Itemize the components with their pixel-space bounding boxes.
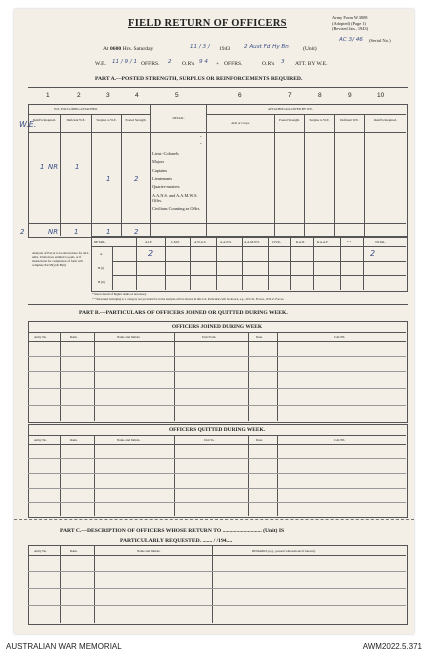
offrs-value: 2 xyxy=(168,59,172,65)
col-head-reinf: Reinf'ts Required. xyxy=(32,118,57,122)
offrs2-label: OFFRS. xyxy=(224,61,243,67)
form-title: FIELD RETURN OF OFFICERS xyxy=(128,18,287,29)
col-num-7: 7 xyxy=(288,92,292,99)
col-num-4: 4 xyxy=(135,92,139,99)
part-c-title: PART C.—DESCRIPTION OF OFFICERS WHOSE RETURN TO ............................ (Unit) IS xyxy=(60,528,285,534)
year: 1943 xyxy=(219,46,231,52)
form-reference: Army Form W.3008 (Adopted) (Page 1) (Revised Jan., 1943) xyxy=(332,15,369,31)
col-head-surplus2: Surplus to W.E. xyxy=(309,118,330,122)
joined-title: OFFICERS JOINED DURING WEEK xyxy=(171,324,263,330)
ors2-value: 3 xyxy=(281,59,285,65)
divider xyxy=(28,87,408,88)
col-head-posted: Posted Strength. xyxy=(125,118,147,122)
col-head-surplus: Surplus to W.E. xyxy=(96,118,117,122)
rank-list: Lieut.-Colonels Majors Captains Lieutenants Quarter-masters A.A.N.S. and A.A.M.W.S. Offrs. Civilians Counting as Offrs. xyxy=(152,151,201,212)
part-c-table xyxy=(28,545,408,625)
archive-name: AUSTRALIAN WAR MEMORIAL xyxy=(6,642,122,651)
ors-value: 9 4 xyxy=(199,59,208,65)
serial-value: AC 3/ 46 xyxy=(339,37,363,43)
serial-label: (Serial No.) xyxy=(369,38,391,43)
hw-aif: 2 xyxy=(148,249,154,258)
footnote-2: * * Personnel belonging to a category not provided for in the analysis will be shown in this Col. Particulars will be shown, e.g., 20 U.K. Forces, 10 N.Z. Forces. xyxy=(92,297,285,301)
archive-caption xyxy=(0,640,428,653)
col-num-6: 6 xyxy=(238,92,242,99)
col-num-1: 1 xyxy=(46,92,50,99)
time-line: At 0600 Hrs. Saturday xyxy=(103,46,154,52)
group-we: W.E. EXCLUDING ATTACHED. xyxy=(54,107,98,111)
joined-table xyxy=(28,321,408,423)
hw-we: W.E. xyxy=(19,120,37,129)
ors-label: O.R's xyxy=(182,61,195,67)
col-num-5: 5 xyxy=(175,92,179,99)
col-head-deficient2: Deficient W.E. xyxy=(340,118,359,122)
col-num-9: 9 xyxy=(348,92,352,99)
footnote-1: * Insert detail of higher ranks as necessary. xyxy=(92,292,147,296)
unit-value: 2 Aust Fd Hy Bn xyxy=(244,44,289,50)
ors2-label: O.R's xyxy=(262,61,275,67)
unit-label: (Unit) xyxy=(303,46,317,52)
att-label: ATT. BY W.E. xyxy=(295,61,328,67)
offrs-label: OFFRS. xyxy=(141,61,160,67)
col-head-detail: DETAIL. xyxy=(172,116,185,120)
part-c-subtitle: PARTICULARLY REQUESTED. ....... / /194.... xyxy=(120,538,233,544)
col-head-posted2: Posted Strength. xyxy=(279,118,300,122)
quitted-table xyxy=(28,424,408,518)
col-num-10: 10 xyxy=(377,92,385,99)
plus-sign: + xyxy=(216,61,220,67)
archive-id: AWM2022.5.371 xyxy=(362,642,422,651)
col-num-2: 2 xyxy=(77,92,81,99)
part-a-title: PART A.—POSTED STRENGTH, SURPLUS OR REINFORCEMENTS REQUIRED. xyxy=(95,76,303,82)
we-value: 11 / 9 / 1 xyxy=(112,59,138,65)
analysis-note: Analysis of Part A to be shown here for ALL units. Units more entitled to pads, or if instructions for completion of form will complete Part B(i) & B(ii). xyxy=(32,251,89,267)
date-value: 11 / 3 / xyxy=(190,44,210,50)
hw-total: 2 xyxy=(370,249,376,258)
col-num-8: 8 xyxy=(318,92,322,99)
col-head-deficient: Deficient W.E. xyxy=(66,118,86,122)
group-att: ATTACHED ALLOWED BY W.E. xyxy=(268,107,314,111)
we-label: W.E. xyxy=(95,61,106,67)
col-head-reinf2: Reinf'ts Required. xyxy=(373,118,398,122)
analysis-table xyxy=(91,236,408,292)
quitted-title: OFFICERS QUITTED DURING WEEK. xyxy=(168,427,266,433)
part-b-title: PART B.—PARTICULARS OF OFFICERS JOINED OR QUITTED DURING WEEK. xyxy=(79,310,288,316)
col-num-3: 3 xyxy=(106,92,110,99)
col-head-arm: Arm or Corps. xyxy=(231,121,250,125)
